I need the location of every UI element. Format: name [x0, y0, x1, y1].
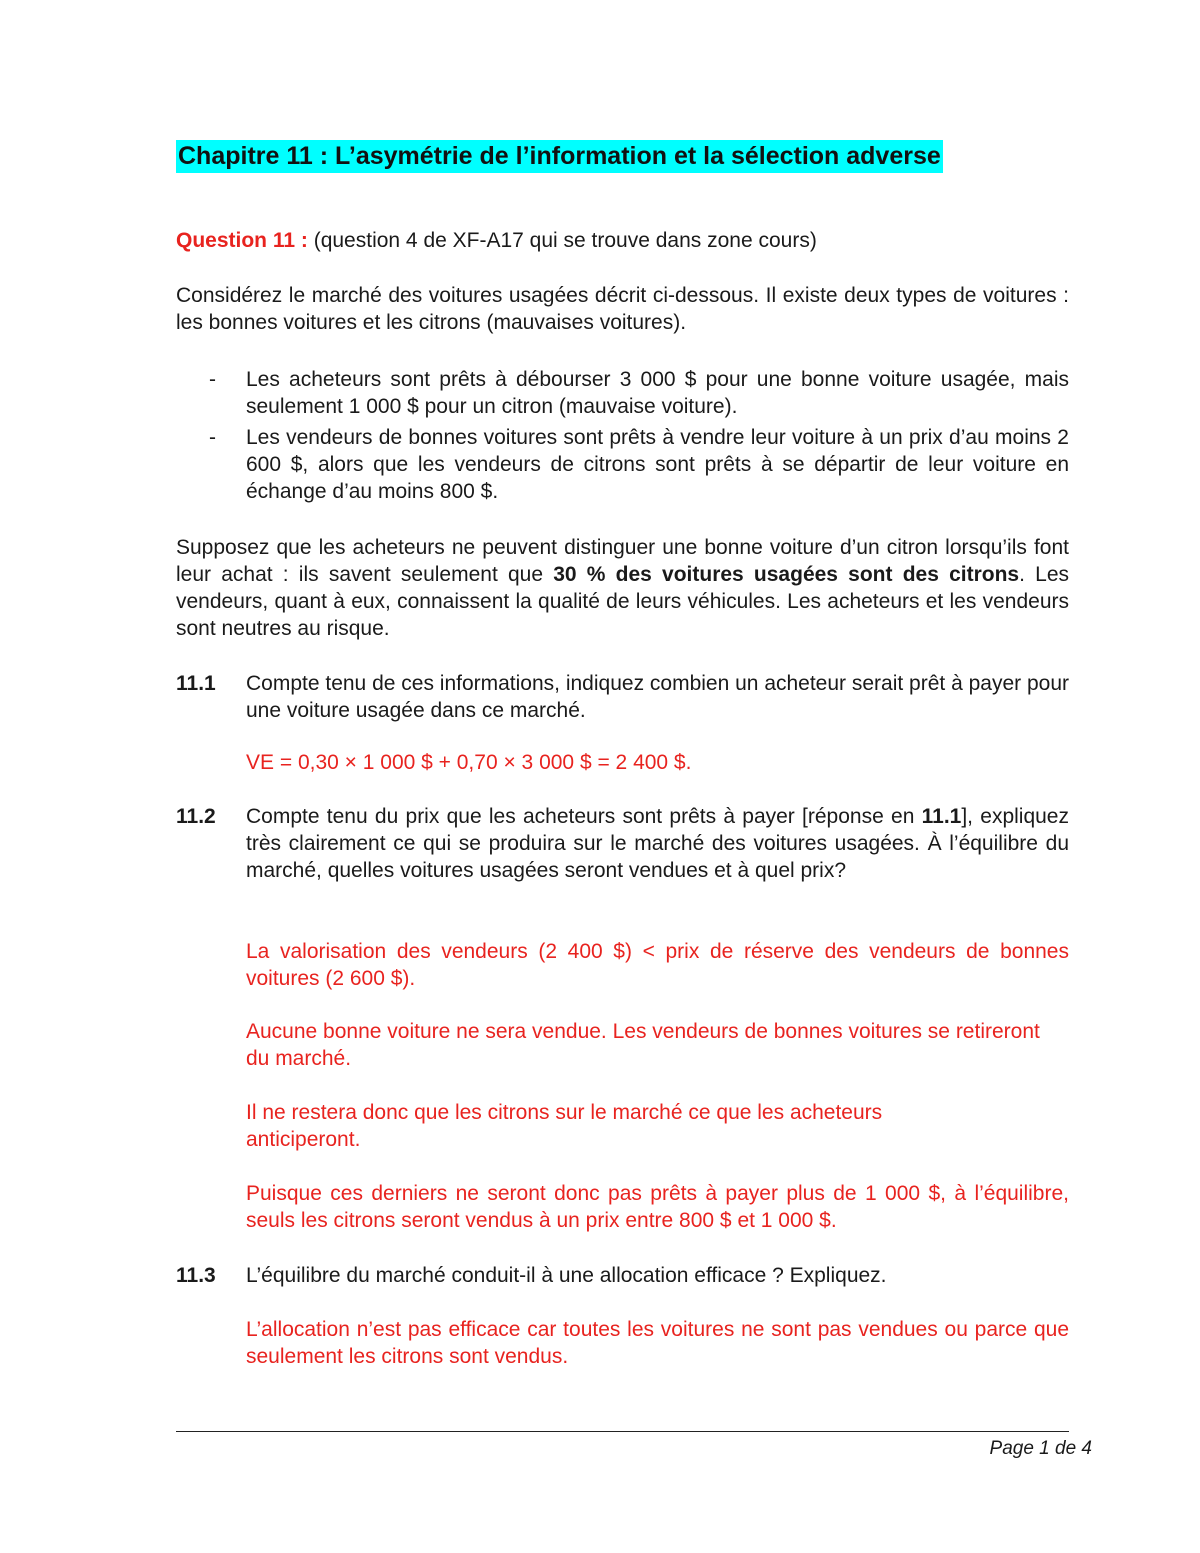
question-note: (question 4 de XF-A17 qui se trouve dans zone cours) [307, 229, 817, 252]
chapter-title: Chapitre 11 : L’asymétrie de l’information et la sélection adverse [176, 140, 943, 173]
answer-11-2-valuation: La valorisation des vendeurs (2 400 $) < prix de réserve des vendeurs de bonnes voitures (2 600 $). [246, 940, 1069, 990]
question-11-2-reference: 11.1 [921, 805, 962, 828]
answer-11-2-no-good-cars: Aucune bonne voiture ne sera vendue. Les vendeurs de bonnes voitures se retireront du marché. [246, 1020, 1040, 1070]
intro-paragraph: Considérez le marché des voitures usagées décrit ci-dessous. Il existe deux types de voitures : les bonnes voitures et les citrons (mauvaises voitures). [176, 284, 1069, 334]
answer-11-1: VE = 0,30 × 1 000 $ + 0,70 × 3 000 $ = 2 400 $. [246, 751, 692, 774]
answer-11-3: L’allocation n’est pas efficace car toutes les voitures ne sont pas vendues ou parce que seulement les citrons sont vendus. [246, 1318, 1069, 1368]
question-number-11-1: 11.1 [176, 672, 216, 695]
question-11-1-text: Compte tenu de ces informations, indiquez combien un acheteur serait prêt à payer pour une voiture usagée dans ce marché. [246, 672, 1069, 722]
assumption-text-end: . Les vendeurs, quant à eux, connaissent la qualité de leurs véhicules. Les acheteurs et les vendeurs sont neutres au risque. [176, 563, 1069, 640]
footer-divider [176, 1431, 1069, 1432]
bullet-dash: - [209, 426, 216, 449]
assumption-emphasis: 30 % des voitures usagées sont des citrons [553, 563, 1020, 586]
question-11-2-text-end: ], expliquez très clairement ce qui se produira sur le marché des voitures usagées. À l’équilibre du marché, quelles voitures usagées seront vendues et à quel prix? [246, 805, 1069, 882]
bullet-buyers: Les acheteurs sont prêts à débourser 3 000 $ pour une bonne voiture usagée, mais seulement 1 000 $ pour un citron (mauvaise voiture). [246, 368, 1069, 418]
question-11-2-text-start: Compte tenu du prix que les acheteurs sont prêts à payer [réponse en [246, 805, 922, 828]
question-number-11-3: 11.3 [176, 1264, 216, 1287]
answer-11-2-equilibrium: Puisque ces derniers ne seront donc pas prêts à payer plus de 1 000 $, à l’équilibre, seuls les citrons seront vendus à un prix entre 800 $ et 1 000 $. [246, 1182, 1069, 1232]
assumption-paragraph [176, 534, 1069, 642]
question-number-11-2: 11.2 [176, 805, 216, 828]
bullet-sellers: Les vendeurs de bonnes voitures sont prêts à vendre leur voiture à un prix d’au moins 2 600 $, alors que les vendeurs de citrons sont prêts à se départir de leur voiture en échange d’au moins 800 $. [246, 426, 1069, 503]
question-11-3-text: L’équilibre du marché conduit-il à une allocation efficace ? Expliquez. [246, 1264, 887, 1287]
page-number: Page 1 de 4 [989, 1438, 1092, 1459]
question-11-2-text [246, 803, 1069, 884]
answer-11-2-only-lemons: Il ne restera donc que les citrons sur le marché ce que les acheteurs anticiperont. [246, 1101, 883, 1151]
question-heading [176, 227, 1069, 254]
assumption-text: Supposez que les acheteurs ne peuvent distinguer une bonne voiture d’un citron lorsqu’ils font leur achat : ils savent seulement que [176, 536, 1069, 586]
bullet-dash: - [209, 368, 216, 391]
question-label: Question 11 : [176, 229, 308, 252]
